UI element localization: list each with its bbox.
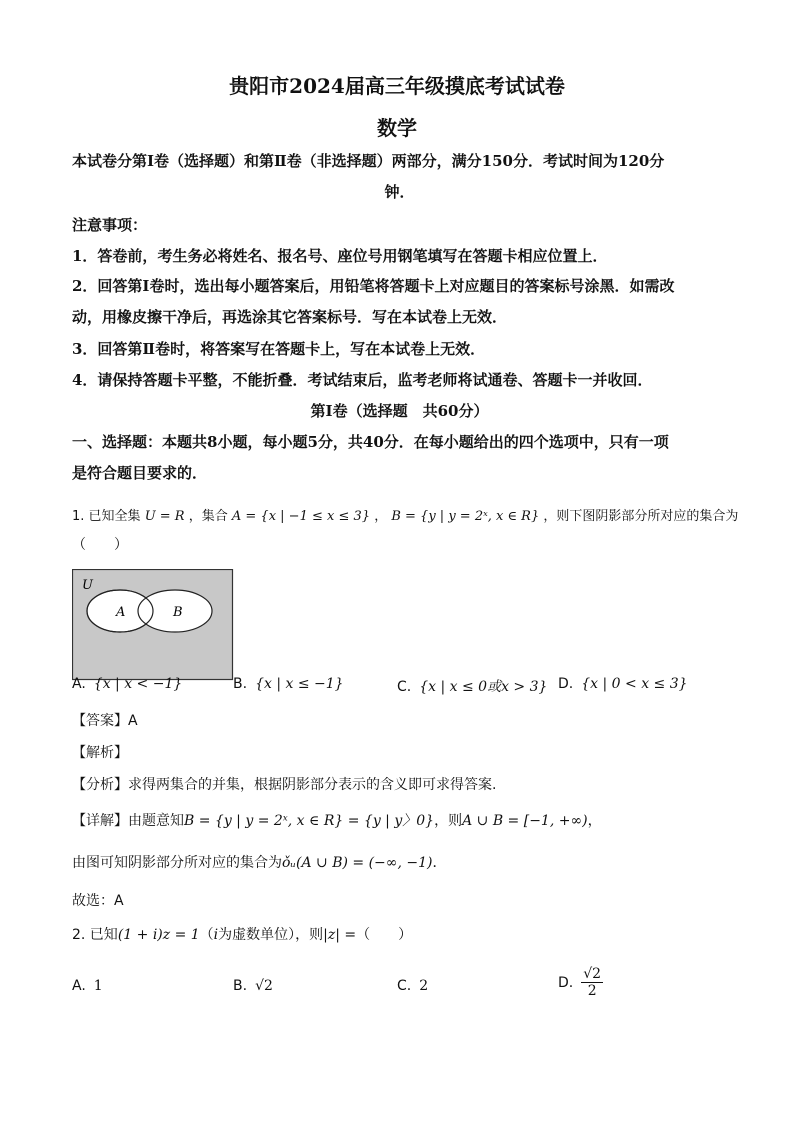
q2-option-d[interactable]: D. $\frac{√2}{2}$	[558, 966, 602, 999]
note-2b: 动，用橡皮擦干净后，再选涂其它答案标号．写在本试卷上无效．	[72, 308, 508, 326]
q1-comma: ，	[374, 509, 388, 524]
q1-set-a: A = {x | −1 ≤ x ≤ 3}	[231, 509, 371, 524]
q1-option-c[interactable]: C. {x | x ≤ 0或x > 3}	[397, 679, 548, 695]
q1-set-b: B = {y | y = 2ˣ, x ∈ R}	[391, 509, 540, 524]
venn-label-u: U	[82, 578, 93, 593]
q1-option-a[interactable]: A. {x | x < −1}	[72, 676, 183, 692]
note-2a: 2．回答第Ⅰ卷时，选出每小题答案后，用铅笔将答题卡上对应题目的答案标号涂黑．如需改	[72, 277, 675, 295]
q2-option-c[interactable]: C. 2	[397, 978, 429, 994]
note-1: 1．答卷前，考生务必将姓名、报名号、座位号用钢笔填写在答题卡相应位置上．	[72, 247, 608, 265]
venn-label-b: B	[173, 605, 183, 620]
notes-heading: 注意事项：	[72, 216, 148, 234]
section-instr-1: 一、选择题：本题共8小题，每小题5分，共40分．在每小题给出的四个选项中，只有一项	[72, 433, 669, 451]
q1-detail: 【详解】由题意知B = {y | y = 2ˣ, x ∈ R} = {y | y〉0}，则A ∪ B = [−1, +∞)，	[72, 813, 602, 829]
venn-diagram	[72, 569, 234, 681]
subject-title: 数学	[377, 116, 417, 140]
q1-paren: （ ）	[72, 537, 128, 553]
exam-title: 贵阳市2024届高三年级摸底考试试卷	[229, 74, 565, 98]
section-title: 第Ⅰ卷（选择题 共60分）	[310, 402, 489, 420]
q1-option-d[interactable]: D. {x | 0 < x ≤ 3}	[558, 676, 688, 692]
intro-line-1: 本试卷分第Ⅰ卷（选择题）和第Ⅱ卷（非选择题）两部分，满分150分．考试时间为120分	[72, 152, 665, 170]
q1-answer: 【答案】A	[72, 713, 138, 729]
q1-analysis-heading: 【解析】	[72, 745, 128, 761]
q1-stem-a: 1. 已知全集	[72, 509, 141, 524]
q1-detail-2: 由图可知阴影部分所对应的集合为ǒᵤ(A ∪ B) = (−∞, −1)．	[72, 855, 447, 871]
q2-option-a[interactable]: A. 1	[72, 978, 103, 994]
q1-option-b[interactable]: B. {x | x ≤ −1}	[233, 676, 344, 692]
q2-stem: 2. 已知(1 + i)z = 1（i为虚数单位），则|z| =（ ）	[72, 927, 413, 943]
q1-universal-set: U = R	[144, 509, 185, 524]
intro-line-2: 钟．	[384, 183, 415, 201]
q1-stem	[72, 507, 739, 527]
note-3: 3．回答第Ⅱ卷时，将答案写在答题卡上，写在本试卷上无效．	[72, 340, 486, 358]
q2-option-d-fraction: $\frac{√2}{2}$	[583, 966, 602, 999]
venn-label-a: A	[116, 605, 126, 620]
q1-stem-b: ，集合	[188, 509, 228, 524]
section-instr-2: 是符合题目要求的．	[72, 464, 208, 482]
q1-stem-c: ，则下图阴影部分所对应的集合为	[543, 509, 739, 524]
q1-choose: 故选：A	[72, 893, 124, 909]
q1-fenxi: 【分析】求得两集合的并集，根据阴影部分表示的含义即可求得答案.	[72, 777, 497, 793]
note-4: 4．请保持答题卡平整，不能折叠．考试结束后，监考老师将试通卷、答题卡一并收回．	[72, 371, 653, 389]
q2-option-b[interactable]: B. √2	[233, 978, 273, 994]
